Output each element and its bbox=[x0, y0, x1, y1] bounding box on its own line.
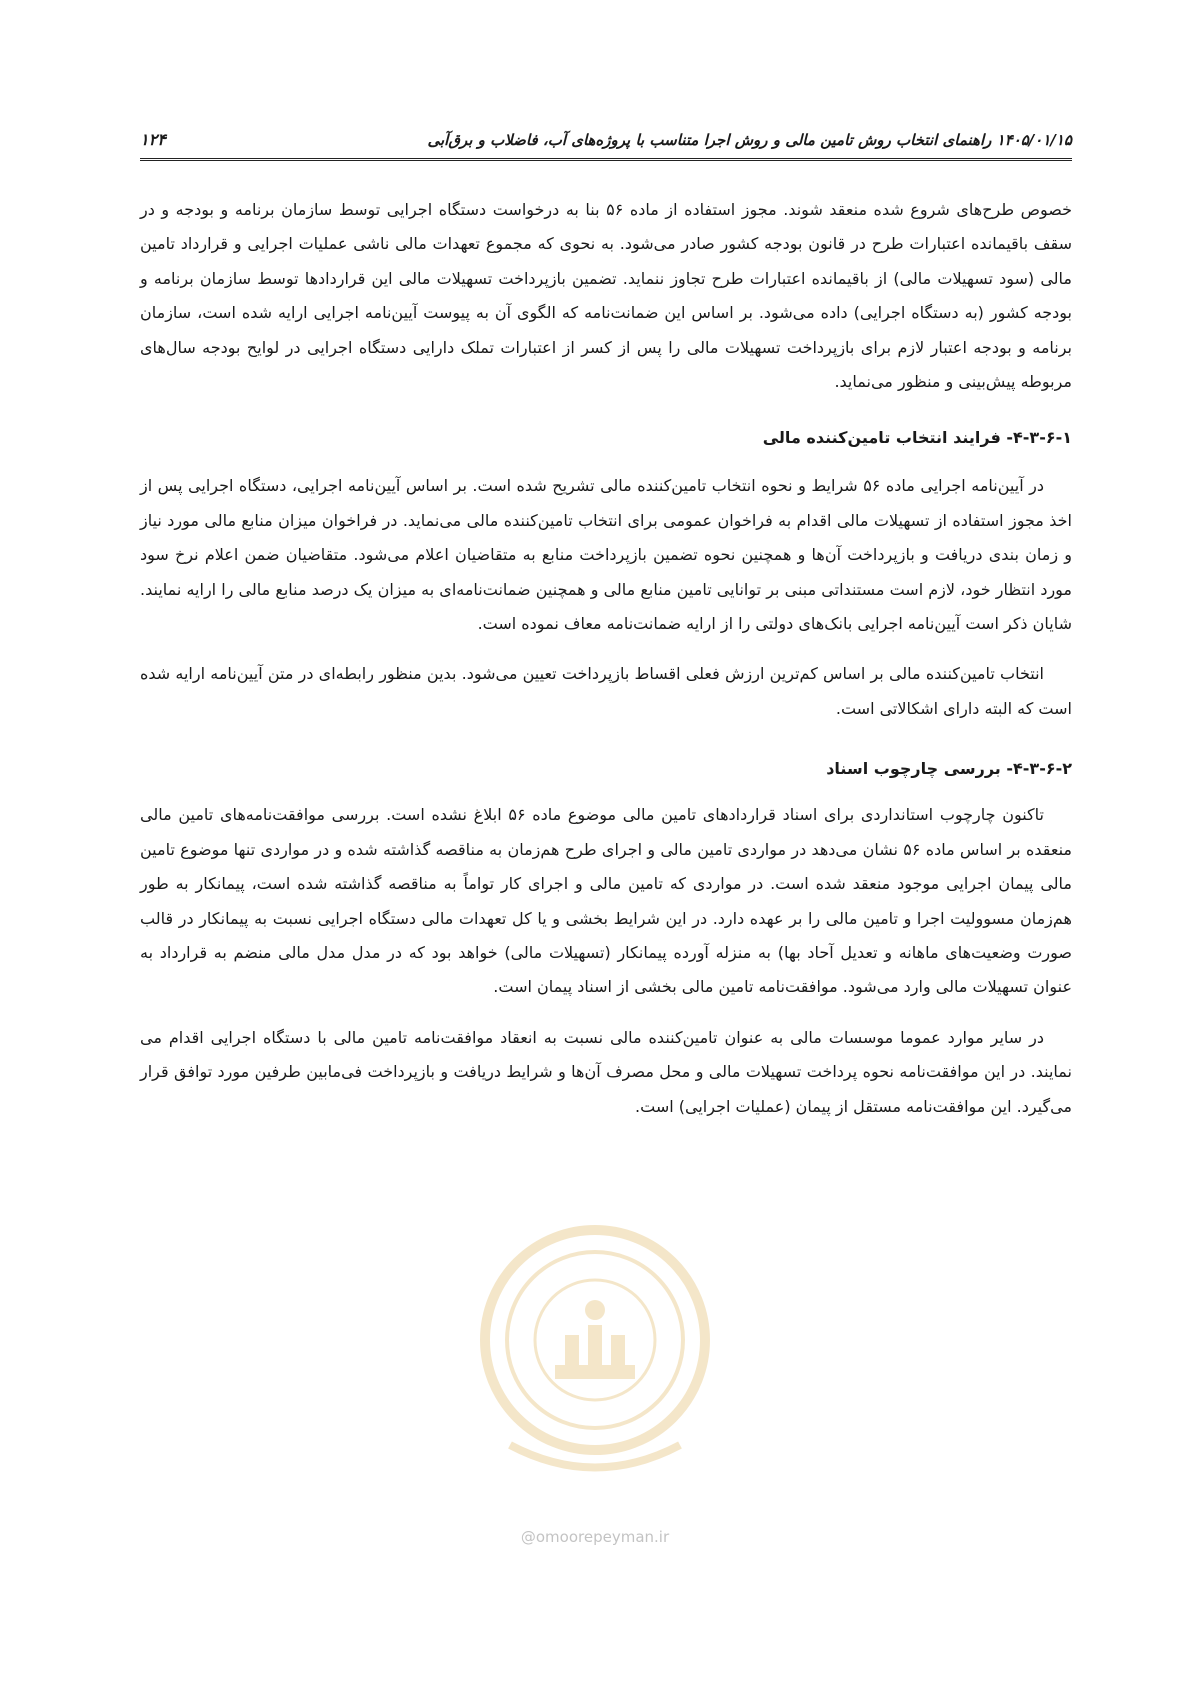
paragraph: انتخاب تامین‌کننده مالی بر اساس کم‌ترین ارزش فعلی اقساط بازپرداخت تعیین می‌شود. بدین منظور رابطه‌ای در متن آیین‌نامه ارایه شده است که البته دارای اشکالاتی است. bbox=[140, 664, 1072, 718]
paragraph: در سایر موارد عموما موسسات مالی به عنوان تامین‌کننده مالی نسبت به انعقاد موافقت‌نامه تامین مالی با دستگاه اجرایی اقدام می نمایند. در این موافقت‌نامه نحوه پرداخت تسهیلات مالی و محل مصرف آن‌ها و شرایط دریافت و بازپرداخت فی‌مابین طرفین مورد توافق قرار می‌گیرد. این موافقت‌نامه مستقل از پیمان (عملیات اجرایی) است. bbox=[140, 1027, 1072, 1116]
header-title: ۱۴۰۵/۰۱/۱۵ راهنمای انتخاب روش تامین مالی و روش اجرا متناسب با پروژه‌های آب، فاضلاب و برق‌آبی bbox=[427, 131, 1072, 149]
section-heading-document-framework: ۴-۳-۶-۲- بررسی چارچوب اسناد bbox=[826, 759, 1072, 779]
header-divider bbox=[140, 158, 1072, 161]
watermark-url: @omoorepeyman.ir bbox=[520, 1528, 670, 1546]
watermark-logo bbox=[470, 1215, 720, 1505]
paragraph: در آیین‌نامه اجرایی ماده ۵۶ شرایط و نحوه انتخاب تامین‌کننده مالی تشریح شده است. بر اساس آیین‌نامه اجرایی، دستگاه اجرایی پس از اخذ مجوز استفاده از تسهیلات مالی اقدام به فراخوان عمومی برای انتخاب تامین‌کننده مالی می‌نماید. در فراخوان میزان منابع مالی مورد نیاز و زمان بندی دریافت و بازپرداخت آن‌ها و همچنین نحوه تضمین بازپرداخت منابع به متقاضیان اعلام می‌شود. متقاضیان ضمن اعلام نرخ سود مورد انتظار خود، لازم است مستنداتی مبنی بر توانایی تامین منابع مالی و همچنین ضمانت‌نامه‌ای به میزان یک درصد منابع مالی را ارایه نمایند. شایان ذکر است آیین‌نامه اجرایی بانک‌های دولتی را از ارایه ضمانت‌نامه معاف نموده است. bbox=[140, 476, 1072, 634]
page-body bbox=[140, 193, 1072, 1124]
page-number: ۱۲۴ bbox=[140, 130, 166, 149]
intro-paragraph: خصوص طرح‌های شروع شده منعقد شوند. مجوز استفاده از ماده ۵۶ بنا به درخواست دستگاه اجرایی توسط سازمان برنامه و بودجه و در سقف باقیمانده اعتبارات طرح در قانون بودجه کشور صادر می‌شود. به نحوی که مجموع تعهدات مالی ناشی عملیات اجرایی و قرارداد تامین مالی (سود تسهیلات مالی) از باقیمانده اعتبارات طرح تجاوز ننماید. تضمین بازپرداخت تسهیلات مالی این قراردادها توسط سازمان برنامه و بودجه کشور (به دستگاه اجرایی) داده می‌شود. بر اساس این ضمانت‌نامه که الگوی آن به پیوست آیین‌نامه اجرایی ارایه شده است، سازمان برنامه و بودجه اعتبار لازم برای بازپرداخت تسهیلات مالی را پس از کسر از اعتبارات تملک دارایی دستگاه اجرایی در لوایح بودجه سال‌های مربوطه پیش‌بینی و منظور می‌نماید. bbox=[140, 200, 1073, 392]
section-heading-financier-selection: ۴-۳-۶-۱- فرایند انتخاب تامین‌کننده مالی bbox=[762, 428, 1072, 448]
paragraph: تاکنون چارچوب استانداردی برای اسناد قراردادهای تامین مالی موضوع ماده ۵۶ ابلاغ نشده است. بررسی موافقت‌نامه‌های تامین مالی منعقده بر اساس ماده ۵۶ نشان می‌دهد در مواردی تامین مالی و اجرای طرح هم‌زمان به مناقصه گذاشته شده و در مواردی تنها موضوع تامین مالی پیمان اجرایی موجود منعقد شده است. در مواردی که تامین مالی و اجرای کار تواماً به مناقصه گذاشته شده است، پیمانکار به طور هم‌زمان مسوولیت اجرا و تامین مالی را بر عهده دارد. در این شرایط بخشی و یا کل تعهدات مالی دستگاه اجرایی نسبت به پیمانکار در قالب صورت وضعیت‌های ماهانه و تعدیل آحاد بها) به منزله آورده پیمانکار (تسهیلات مالی) خواهد بود که در مدل مدل مالی منضم به قرارداد به عنوان تسهیلات مالی وارد می‌شود. موافقت‌نامه تامین مالی بخشی از اسناد پیمان است. bbox=[140, 805, 1073, 997]
page-header bbox=[140, 128, 1072, 154]
